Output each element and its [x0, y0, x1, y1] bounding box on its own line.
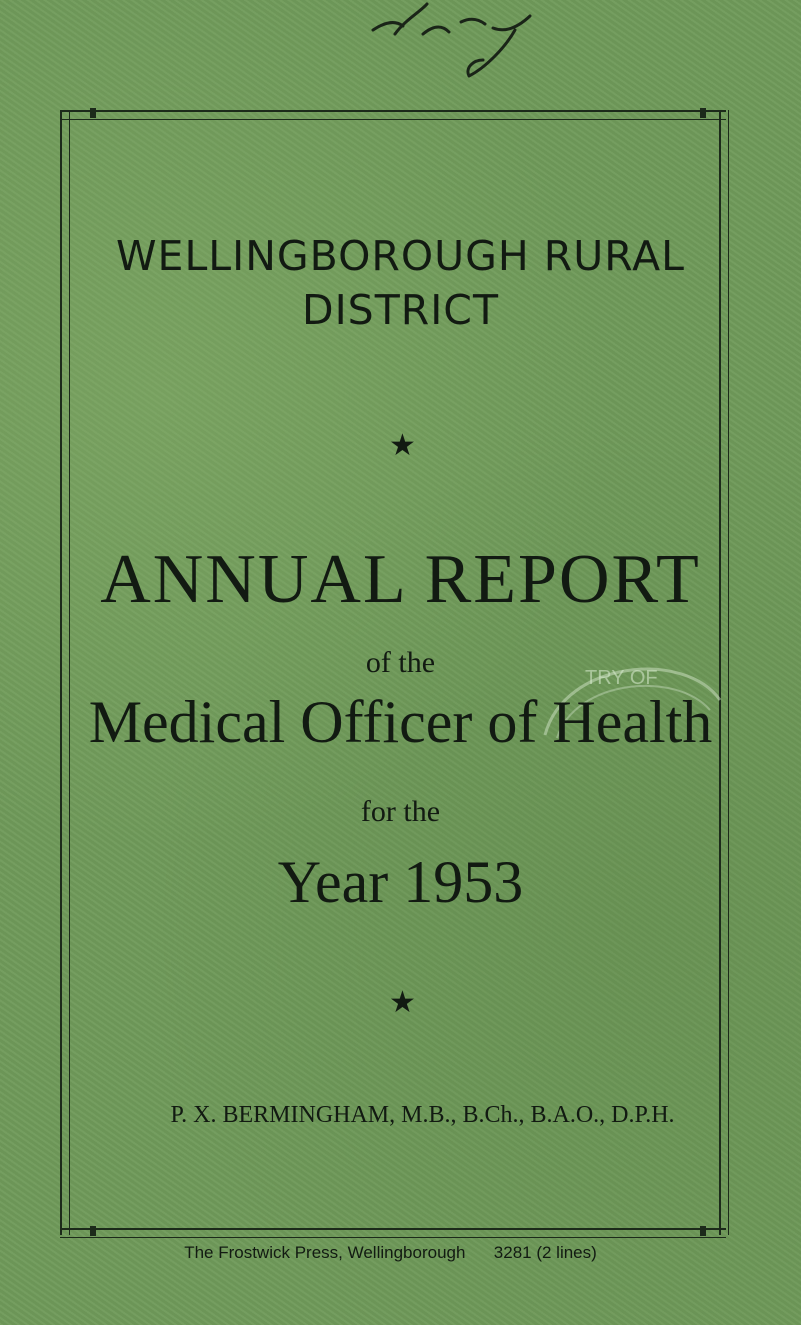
district-name: WELLINGBOROUGH RURAL — [116, 232, 685, 280]
of-the-text: of the — [365, 646, 436, 679]
printer-name: The Frostwick Press, Wellingborough — [184, 1243, 466, 1262]
frame-top-rule — [60, 110, 726, 120]
stamp-text: TRY OF — [585, 667, 658, 689]
author-credentials: P. X. BERMINGHAM, M.B., B.Ch., B.A.O., D.P.H. — [170, 1102, 675, 1128]
report-title: ANNUAL REPORT — [100, 541, 701, 618]
frame-corner-mark — [700, 1226, 706, 1236]
frame-corner-mark — [700, 108, 706, 118]
report-year: Year 1953 — [277, 849, 524, 915]
frame-bottom-rule — [60, 1228, 726, 1238]
frame-corner-mark — [90, 1226, 96, 1236]
report-subject: Medical Officer of Health — [88, 689, 713, 755]
star-ornament-icon: ★ — [389, 985, 416, 1020]
printer-imprint — [0, 1243, 791, 1263]
for-the-text: for the — [360, 795, 441, 828]
frame-corner-mark — [90, 108, 96, 118]
star-ornament-icon: ★ — [389, 428, 416, 463]
district-name-line2: DISTRICT — [302, 286, 499, 334]
handwritten-signature — [365, 0, 545, 80]
print-reference: 3281 (2 lines) — [493, 1243, 597, 1262]
